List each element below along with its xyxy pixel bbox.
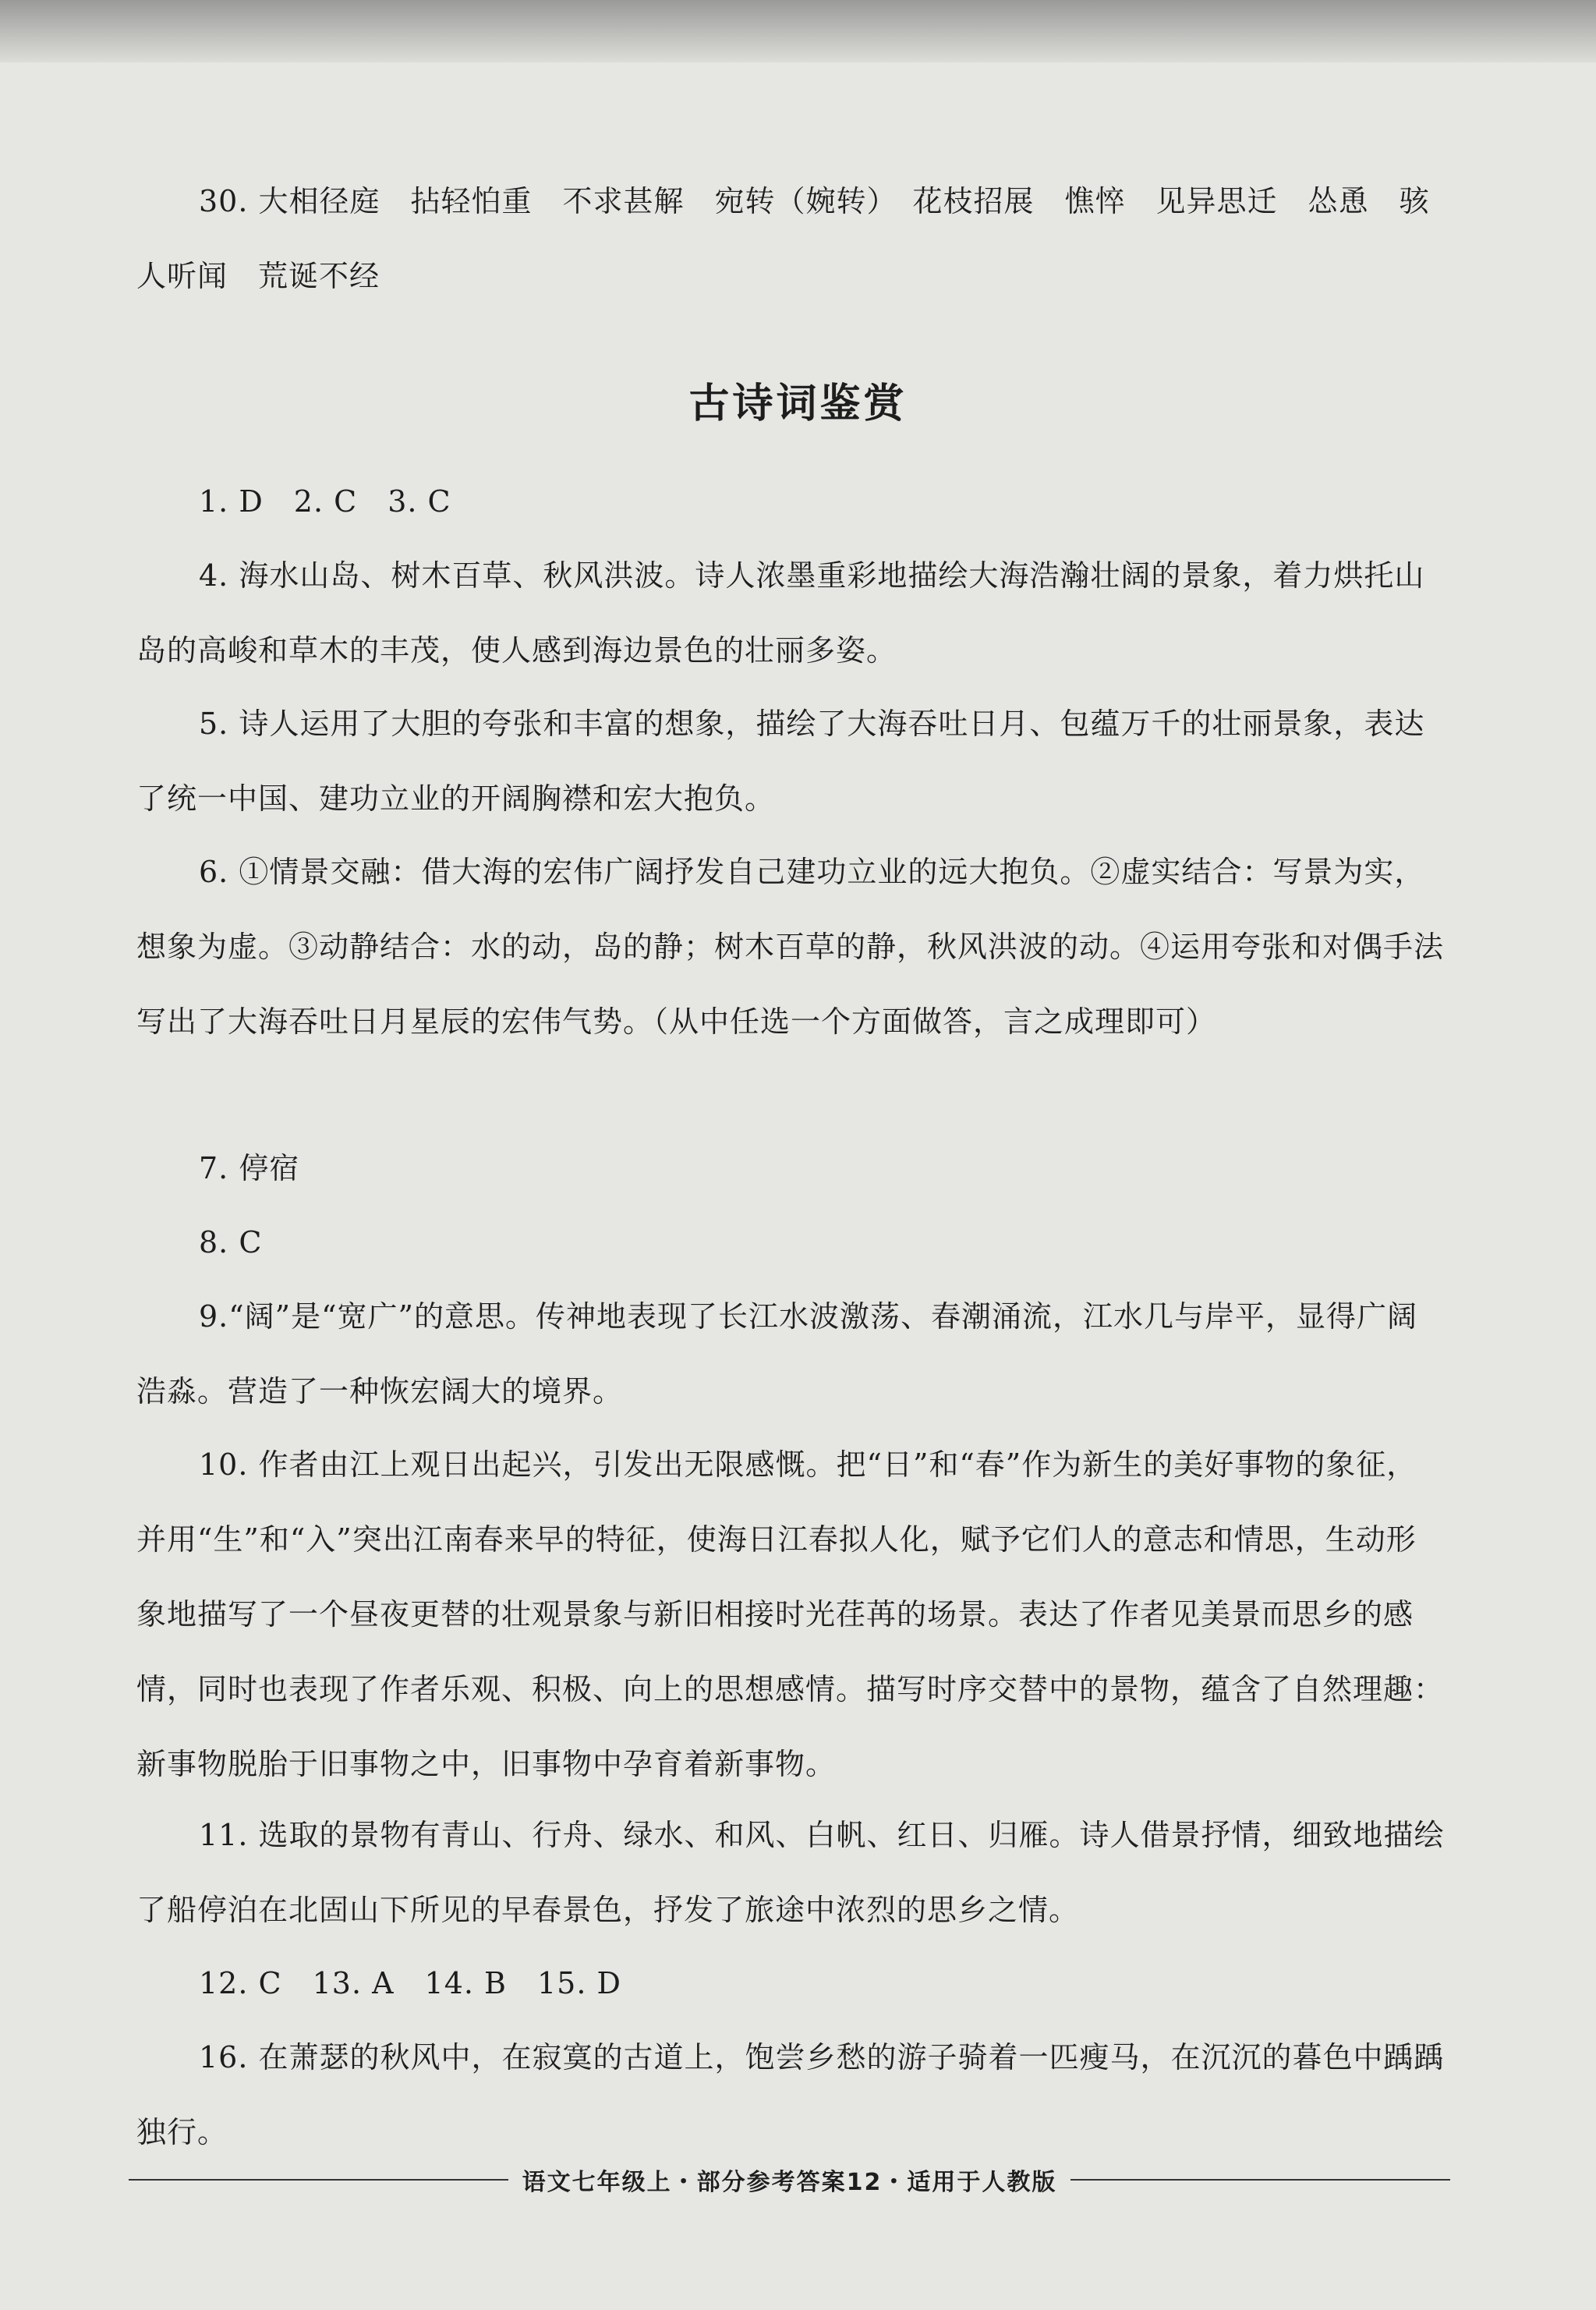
answer-5: 5. 诗人运用了大胆的夸张和丰富的想象，描绘了大海吞吐日月、包蕴万千的壮丽景象，表达了统一中国、建功立业的开阔胸襟和宏大抱负。 <box>136 707 1425 816</box>
footer-text: 语文七年级上・部分参考答案12・适用于人教版 <box>522 2169 1057 2196</box>
answer-16: 16. 在萧瑟的秋风中，在寂寞的古道上，饱尝乡愁的游子骑着一匹瘦马，在沉沉的暮色中踽踽独行。 <box>136 2040 1445 2149</box>
footer-rule-right <box>1070 2179 1450 2181</box>
answer-9: 9.“阔”是“宽广”的意思。传神地表现了长江水波激荡、春潮涌流，江水几与岸平，显得广阔浩淼。营造了一种恢宏阔大的境界。 <box>136 1299 1417 1408</box>
answer-10: 10. 作者由江上观日出起兴，引发出无限感慨。把“日”和“春”作为新生的美好事物的象征，并用“生”和“入”突出江南春来早的特征，使海日江春拟人化，赋予它们人的意志和情思，生动形象地描写了一个昼夜更替的壮观景象与新旧相接时光荏苒的场景。表达了作者见美景而思乡的感情，同时也表现了作者乐观、积极、向上的思想感情。描写时序交替中的景物，蕴含了自然理趣：新事物脱胎于旧事物之中，旧事物中孕育着新事物。 <box>136 1447 1445 1781</box>
answer-1-3: 1. D 2. C 3. C <box>199 484 451 519</box>
page-footer <box>129 2160 1450 2199</box>
answer-7: 7. 停宿 <box>199 1151 300 1185</box>
answer-page <box>0 62 1596 2310</box>
answer-12-15: 12. C 13. A 14. B 15. D <box>199 1966 621 2000</box>
section-title: 古诗词鉴赏 <box>688 381 908 427</box>
answer-8: 8. C <box>199 1225 263 1260</box>
footer-rule-left <box>129 2179 508 2181</box>
scan-top-edge <box>0 0 1596 62</box>
answer-4: 4. 海水山岛、树木百草、秋风洪波。诗人浓墨重彩地描绘大海浩瀚壮阔的景象，着力烘托山岛的高峻和草木的丰茂，使人感到海边景色的壮丽多姿。 <box>136 558 1425 668</box>
vocabulary-answer-30: 30. 大相径庭 拈轻怕重 不求甚解 宛转（婉转） 花枝招展 憔悴 见异思迁 怂恿 骇人听闻 荒诞不经 <box>136 184 1430 293</box>
answer-6: 6. ①情景交融：借大海的宏伟广阔抒发自己建功立业的远大抱负。②虚实结合：写景为实，想象为虚。③动静结合：水的动，岛的静；树木百草的静，秋风洪波的动。④运用夸张和对偶手法写出了大海吞吐日月星辰的宏伟气势。（从中任选一个方面做答，言之成理即可） <box>136 855 1445 1039</box>
answer-11: 11. 选取的景物有青山、行舟、绿水、和风、白帆、红日、归雁。诗人借景抒情，细致地描绘了船停泊在北固山下所见的早春景色，抒发了旅途中浓烈的思乡之情。 <box>136 1818 1445 1927</box>
